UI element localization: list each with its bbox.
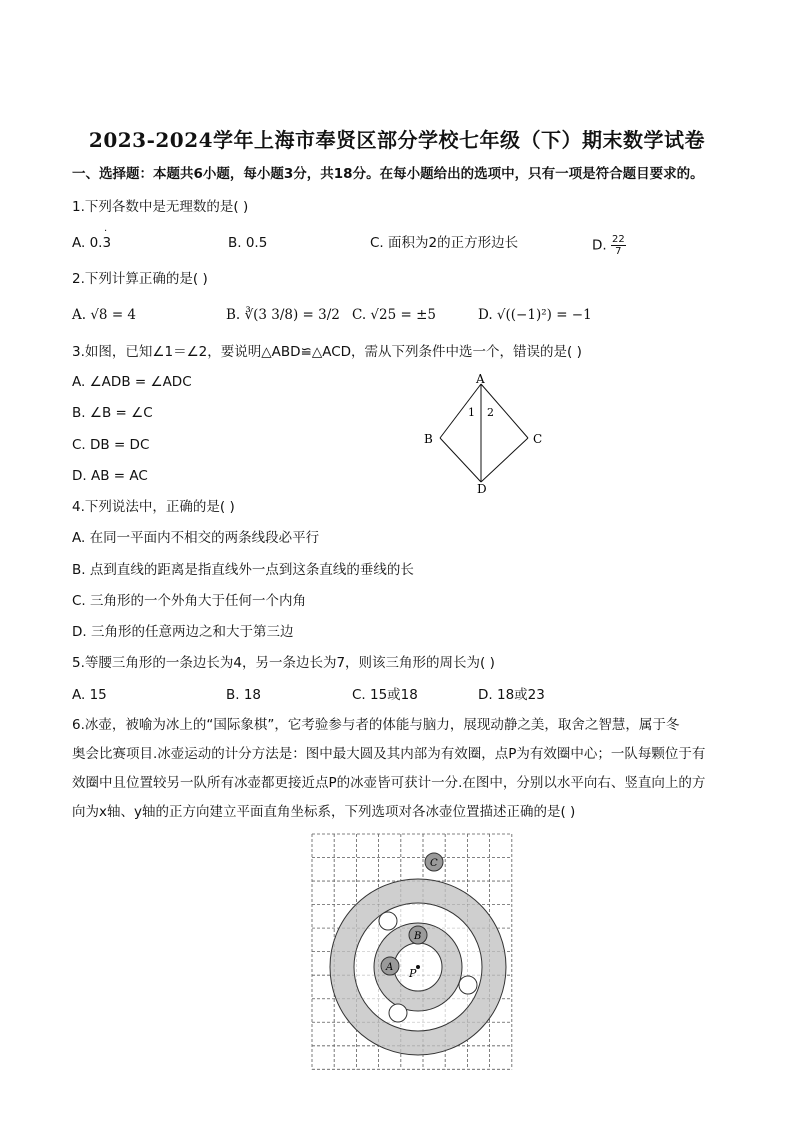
q1-option-d: [592, 234, 626, 257]
q6-line-1: 6.冰壶，被喻为冰上的“国际象棋”，它考验参与者的体能与脑力，展现动静之美，取舍之智慧，属于冬: [72, 717, 680, 733]
q1-option-b: B. 0.5: [228, 235, 268, 251]
q4-option-b: B. 点到直线的距离是指直线外一点到这条直线的垂线的长: [72, 562, 414, 578]
q5-option-d: D. 18或23: [478, 687, 545, 703]
q1-stem: 1.下列各数中是无理数的是( ): [72, 199, 249, 215]
fraction: [611, 234, 626, 257]
denominator: 7: [615, 246, 622, 257]
q4-option-c: C. 三角形的一个外角大于任何一个内角: [72, 593, 307, 609]
center-p-label: P: [409, 967, 417, 980]
vertex-c-label: C: [533, 432, 543, 446]
kite-figure: [418, 370, 550, 496]
section-heading: 一、选择题：本题共6小题，每小题3分，共18分。在每小题给出的选项中，只有一项是符合题目要求的。: [72, 166, 704, 182]
stone-b-label: B: [414, 931, 422, 942]
stone-a-label: A: [386, 962, 394, 973]
vertex-d-label: D: [477, 482, 487, 496]
edge-cd: [481, 438, 528, 482]
q5-option-a: A. 15: [72, 687, 107, 703]
q2-option-a: A. √8 = 4: [72, 307, 137, 323]
center-point: [416, 965, 420, 969]
q3-option-d: D. AB = AC: [72, 468, 148, 484]
q4-option-d: D. 三角形的任意两边之和大于第三边: [72, 624, 294, 640]
curling-figure: [308, 830, 530, 1076]
q1-option-c: C. 面积为2的正方形边长: [370, 235, 519, 251]
white-stone-2: [459, 976, 477, 994]
q6-line-3: 效圈中且位置较另一队所有冰壶都更接近点P的冰壶皆可获计一分.在图中，分别以水平向右、竖直向上的方: [72, 775, 706, 791]
q6-line-2: 奥会比赛项目.冰壶运动的计分方法是：图中最大圆及其内部为有效圈，点P为有效圈中心；一队每颗位于有: [72, 746, 706, 762]
q2-option-d: D. √((−1)²) = −1: [478, 307, 592, 323]
repeating-dot: ·: [104, 226, 108, 237]
stone-c-label: C: [430, 858, 438, 869]
q6-line-4: 向为x轴、y轴的正方向建立平面直角坐标系，下列选项对各冰壶位置描述正确的是( ): [72, 804, 576, 820]
q3-option-c: C. DB = DC: [72, 437, 150, 453]
q3-stem: 3.如图，已知∠1＝∠2，要说明△ABD≌△ACD，需从下列条件中选一个，错误的是( ): [72, 344, 582, 360]
numerator: 22: [611, 234, 625, 245]
q4-option-a: A. 在同一平面内不相交的两条线段必平行: [72, 530, 320, 546]
q3-option-a: A. ∠ADB = ∠ADC: [72, 374, 192, 390]
vertex-a-label: A: [476, 372, 485, 386]
white-stone-1: [379, 912, 397, 930]
q5-option-c: C. 15或18: [352, 687, 418, 703]
q3-option-b: B. ∠B = ∠C: [72, 405, 153, 421]
q2-option-c: C. √25 = ±5: [352, 307, 437, 323]
vertex-b-label: B: [424, 432, 433, 446]
q2-option-b: B. ∛(3 3/8) = 3/2: [226, 307, 340, 323]
q2-stem: 2.下列计算正确的是( ): [72, 271, 208, 287]
page-title: 2023-2024学年上海市奉贤区部分学校七年级（下）期末数学试卷: [88, 128, 706, 152]
edge-bd: [440, 438, 481, 482]
q6-stem: [72, 711, 724, 827]
angle-2-label: 2: [487, 406, 494, 419]
q5-option-b: B. 18: [226, 687, 262, 703]
angle-1-label: 1: [468, 406, 475, 419]
q5-stem: 5.等腰三角形的一条边长为4，另一条边长为7，则该三角形的周长为( ): [72, 655, 495, 671]
white-stone-3: [389, 1004, 407, 1022]
q1-option-a: A. 0.3: [72, 235, 112, 251]
q1-option-d-label: D.: [592, 237, 611, 254]
q4-stem: 4.下列说法中，正确的是( ): [72, 499, 235, 515]
